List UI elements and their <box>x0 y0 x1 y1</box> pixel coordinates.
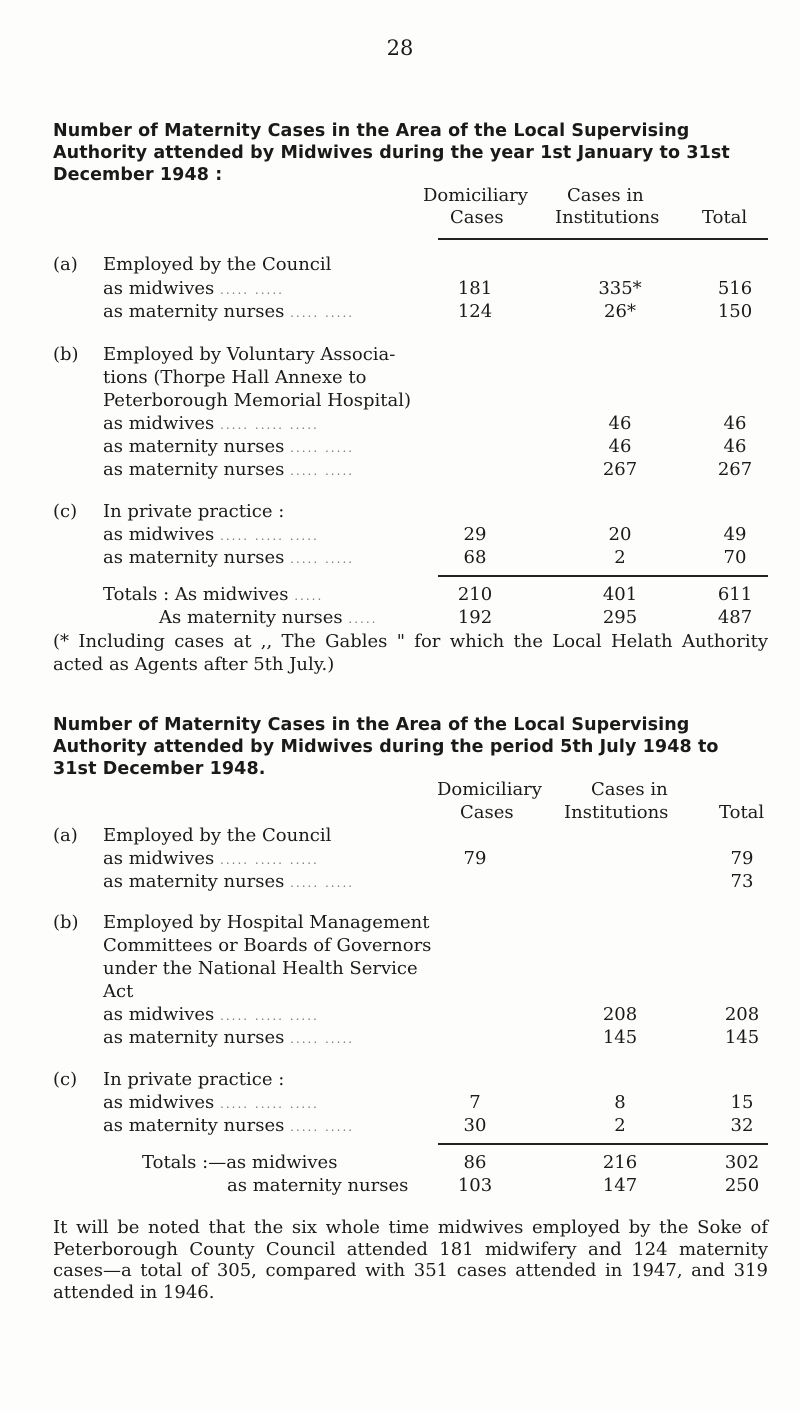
row-label: as midwives ..... ..... ..... <box>103 524 319 545</box>
group-c-title: In private practice : <box>103 1069 285 1090</box>
cell-institutions: 267 <box>602 459 638 480</box>
row-label: as midwives ..... ..... ..... <box>103 1004 319 1025</box>
group-a-title: Employed by the Council <box>103 254 332 275</box>
cell-total: 79 <box>730 848 754 869</box>
totals-rule <box>438 575 768 577</box>
total-institutions: 216 <box>602 1152 638 1173</box>
col-header-domiciliary-2: Cases <box>450 207 504 228</box>
group-b-title: Committees or Boards of Governors <box>103 935 432 956</box>
col-header-institutions: Cases in <box>567 185 644 206</box>
cell-institutions: 208 <box>602 1004 638 1025</box>
group-b-title: tions (Thorpe Hall Annexe to <box>103 367 367 388</box>
total-domiciliary: 210 <box>457 584 493 605</box>
total-institutions: 401 <box>602 584 638 605</box>
totals-rule <box>438 1143 768 1145</box>
col-header-total: Total <box>702 207 748 228</box>
cell-institutions: 2 <box>614 1115 626 1136</box>
footnote-line2: acted as Agents after 5th July.) <box>53 654 335 675</box>
group-b-title: under the National Health Service <box>103 958 418 979</box>
cell-domiciliary: 7 <box>469 1092 481 1113</box>
cell-total: 46 <box>723 413 747 434</box>
row-label: as maternity nurses ..... ..... <box>103 436 355 457</box>
col-header-institutions: Cases in <box>591 779 668 800</box>
total-total: 250 <box>724 1175 760 1196</box>
row-label: as maternity nurses ..... ..... <box>103 1115 355 1136</box>
group-b-title: Peterborough Memorial Hospital) <box>103 390 412 411</box>
cell-total: 267 <box>717 459 753 480</box>
cell-domiciliary: 29 <box>463 524 487 545</box>
col-header-total: Total <box>719 802 765 823</box>
row-label: as midwives ..... ..... ..... <box>103 413 319 434</box>
cell-institutions: 145 <box>602 1027 638 1048</box>
row-label: as maternity nurses ..... ..... <box>103 1027 355 1048</box>
col-header-institutions-2: Institutions <box>564 802 669 823</box>
cell-domiciliary: 79 <box>463 848 487 869</box>
totals-label: as maternity nurses <box>227 1175 409 1196</box>
group-b-title: Employed by Hospital Management <box>103 912 430 933</box>
total-total: 302 <box>724 1152 760 1173</box>
row-label: as midwives ..... ..... ..... <box>103 848 319 869</box>
cell-total: 516 <box>717 278 753 299</box>
cell-total: 150 <box>717 301 753 322</box>
total-domiciliary: 192 <box>457 607 493 628</box>
closing-paragraph: It will be noted that the six whole time midwives employed by the Soke of Peterborough County Council attended 181 midwifery and 124 maternity cases—a total of 305, compared with 351 cases attended in 1947, and 319 attended in 1946. <box>53 1217 768 1303</box>
cell-institutions: 8 <box>614 1092 626 1113</box>
group-c-title: In private practice : <box>103 501 285 522</box>
totals-label: As maternity nurses ..... <box>159 607 378 628</box>
row-label: as maternity nurses ..... ..... <box>103 547 355 568</box>
totals-label: Totals :—as midwives <box>142 1152 338 1173</box>
cell-total: 15 <box>730 1092 754 1113</box>
col-header-domiciliary-2: Cases <box>460 802 514 823</box>
group-c-label: (c) <box>53 501 78 522</box>
group-b-title: Employed by Voluntary Associa- <box>103 344 396 365</box>
cell-total: 49 <box>723 524 747 545</box>
cell-total: 46 <box>723 436 747 457</box>
cell-domiciliary: 181 <box>457 278 493 299</box>
row-label: as midwives ..... ..... <box>103 278 284 299</box>
cell-institutions: 335* <box>598 278 642 299</box>
total-total: 487 <box>717 607 753 628</box>
cell-institutions: 20 <box>608 524 632 545</box>
total-institutions: 295 <box>602 607 638 628</box>
cell-total: 208 <box>724 1004 760 1025</box>
group-b-label: (b) <box>53 912 79 933</box>
footnote: (* Including cases at ,, The Gables " for which the Local Helath Authority <box>53 631 768 652</box>
row-label: as maternity nurses ..... ..... <box>103 301 355 322</box>
group-a-title: Employed by the Council <box>103 825 332 846</box>
section1-heading: Number of Maternity Cases in the Area of the Local Supervising Authority attended by Midwives during the year 1st January to 31st December 1948 : <box>53 121 730 185</box>
row-label: as maternity nurses ..... ..... <box>103 871 355 892</box>
totals-label: Totals : As midwives ..... <box>103 584 324 605</box>
cell-total: 73 <box>730 871 754 892</box>
cell-total: 145 <box>724 1027 760 1048</box>
cell-total: 70 <box>723 547 747 568</box>
page-number: 28 <box>386 36 414 60</box>
col-header-domiciliary: Domiciliary <box>437 779 542 800</box>
cell-domiciliary: 124 <box>457 301 493 322</box>
cell-institutions: 46 <box>608 436 632 457</box>
group-c-label: (c) <box>53 1069 78 1090</box>
col-header-domiciliary: Domiciliary <box>423 185 528 206</box>
col-header-institutions-2: Institutions <box>555 207 660 228</box>
total-total: 611 <box>717 584 753 605</box>
total-domiciliary: 103 <box>457 1175 493 1196</box>
cell-institutions: 2 <box>614 547 626 568</box>
section2-heading: Number of Maternity Cases in the Area of the Local Supervising Authority attended by Midwives during the period 5th July 1948 to 31st December 1948. <box>53 715 719 779</box>
total-institutions: 147 <box>602 1175 638 1196</box>
cell-domiciliary: 68 <box>463 547 487 568</box>
cell-institutions: 26* <box>604 301 636 322</box>
cell-domiciliary: 30 <box>463 1115 487 1136</box>
header-rule <box>438 238 768 240</box>
group-a-label: (a) <box>53 825 78 846</box>
row-label: as midwives ..... ..... ..... <box>103 1092 319 1113</box>
cell-total: 32 <box>730 1115 754 1136</box>
group-b-label: (b) <box>53 344 79 365</box>
group-a-label: (a) <box>53 254 78 275</box>
row-label: as maternity nurses ..... ..... <box>103 459 355 480</box>
cell-institutions: 46 <box>608 413 632 434</box>
group-b-title: Act <box>103 981 134 1002</box>
total-domiciliary: 86 <box>463 1152 487 1173</box>
